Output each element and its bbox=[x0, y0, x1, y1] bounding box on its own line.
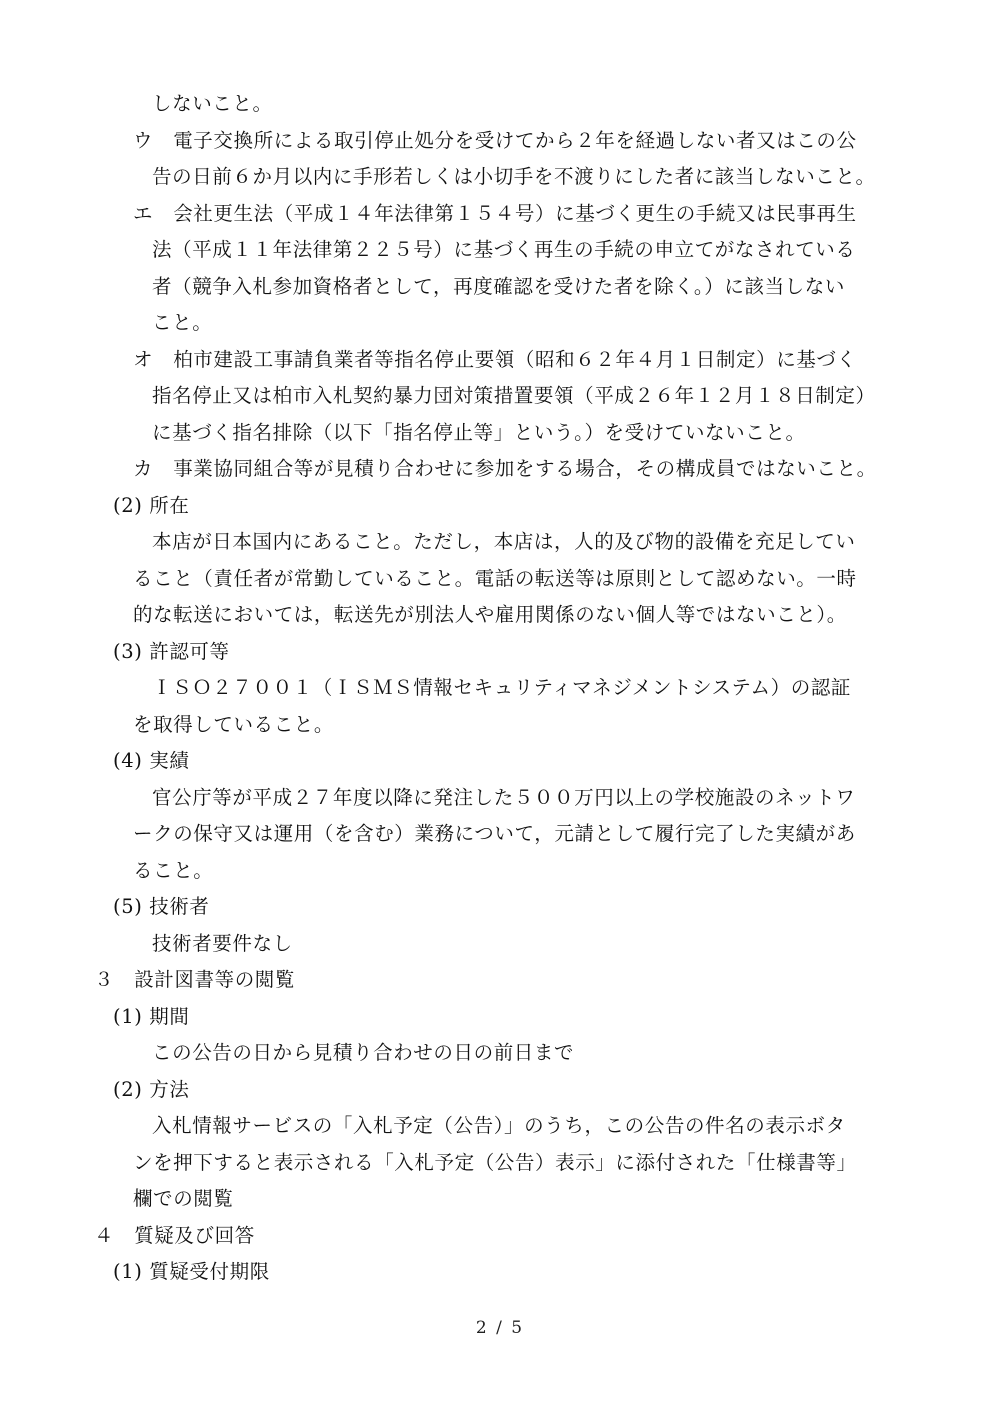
section-heading: (1) 期間 bbox=[113, 1005, 190, 1028]
text-line: しないこと。 bbox=[152, 92, 273, 115]
chapter-heading: ４ 質疑及び回答 bbox=[94, 1224, 255, 1247]
text-line: ンを押下すると表示される「入札予定（公告）表示」に添付された「仕様書等」 bbox=[133, 1151, 857, 1174]
text-line: 技術者要件なし bbox=[152, 932, 293, 955]
text-line: 官公庁等が平成２７年度以降に発注した５００万円以上の学校施設のネットワ bbox=[152, 786, 856, 809]
text-line: ること（責任者が常勤していること。電話の転送等は原則として認めない。一時 bbox=[133, 567, 857, 590]
text-line: 本店が日本国内にあること。ただし，本店は，人的及び物的設備を充足してい bbox=[152, 530, 856, 553]
list-item-ka: カ 事業協同組合等が見積り合わせに参加をする場合，その構成員ではないこと。 bbox=[133, 457, 877, 480]
chapter-heading: ３ 設計図書等の閲覧 bbox=[94, 968, 296, 991]
text-line: 入札情報サービスの「入札予定（公告）」のうち，この公告の件名の表示ボタ bbox=[152, 1114, 846, 1137]
page-number: 2 / 5 bbox=[475, 1318, 525, 1338]
text-line: 法（平成１１年法律第２２５号）に基づく再生の手続の申立てがなされている bbox=[152, 238, 856, 261]
list-item-e: エ 会社更生法（平成１４年法律第１５４号）に基づく更生の手続又は民事再生 bbox=[133, 202, 857, 225]
text-line: ークの保守又は運用（を含む）業務について，元請として履行完了した実績があ bbox=[133, 822, 856, 845]
section-heading: (2) 方法 bbox=[113, 1078, 190, 1101]
section-heading: (2) 所在 bbox=[113, 494, 190, 517]
section-heading: (3) 許認可等 bbox=[113, 640, 230, 663]
section-heading: (4) 実績 bbox=[113, 749, 190, 772]
text-line: 者（競争入札参加資格者として，再度確認を受けた者を除く。）に該当しない bbox=[152, 275, 845, 298]
text-line: 欄での閲覧 bbox=[133, 1187, 234, 1210]
text-line: こと。 bbox=[152, 311, 213, 334]
list-item-u: ウ 電子交換所による取引停止処分を受けてから２年を経過しない者又はこの公 bbox=[133, 129, 857, 152]
text-line: 的な転送においては，転送先が別法人や雇用関係のない個人等ではないこと）。 bbox=[133, 603, 847, 626]
text-line: ること。 bbox=[133, 859, 214, 882]
text-line: 告の日前６か月以内に手形若しくは小切手を不渡りにした者に該当しないこと。 bbox=[152, 165, 876, 188]
text-line: を取得していること。 bbox=[133, 713, 335, 736]
section-heading: (5) 技術者 bbox=[113, 895, 210, 918]
section-heading: (1) 質疑受付期限 bbox=[113, 1260, 270, 1283]
text-line: ＩＳＯ２７００１（ＩＳＭＳ情報セキュリティマネジメントシステム）の認証 bbox=[152, 676, 852, 699]
text-line: この公告の日から見積り合わせの日の前日まで bbox=[152, 1041, 575, 1064]
text-line: に基づく指名排除（以下「指名停止等」という。）を受けていないこと。 bbox=[152, 421, 806, 444]
text-line: 指名停止又は柏市入札契約暴力団対策措置要領（平成２６年１２月１８日制定） bbox=[152, 384, 876, 407]
list-item-o: オ 柏市建設工事請負業者等指名停止要領（昭和６２年４月１日制定）に基づく bbox=[133, 348, 857, 371]
